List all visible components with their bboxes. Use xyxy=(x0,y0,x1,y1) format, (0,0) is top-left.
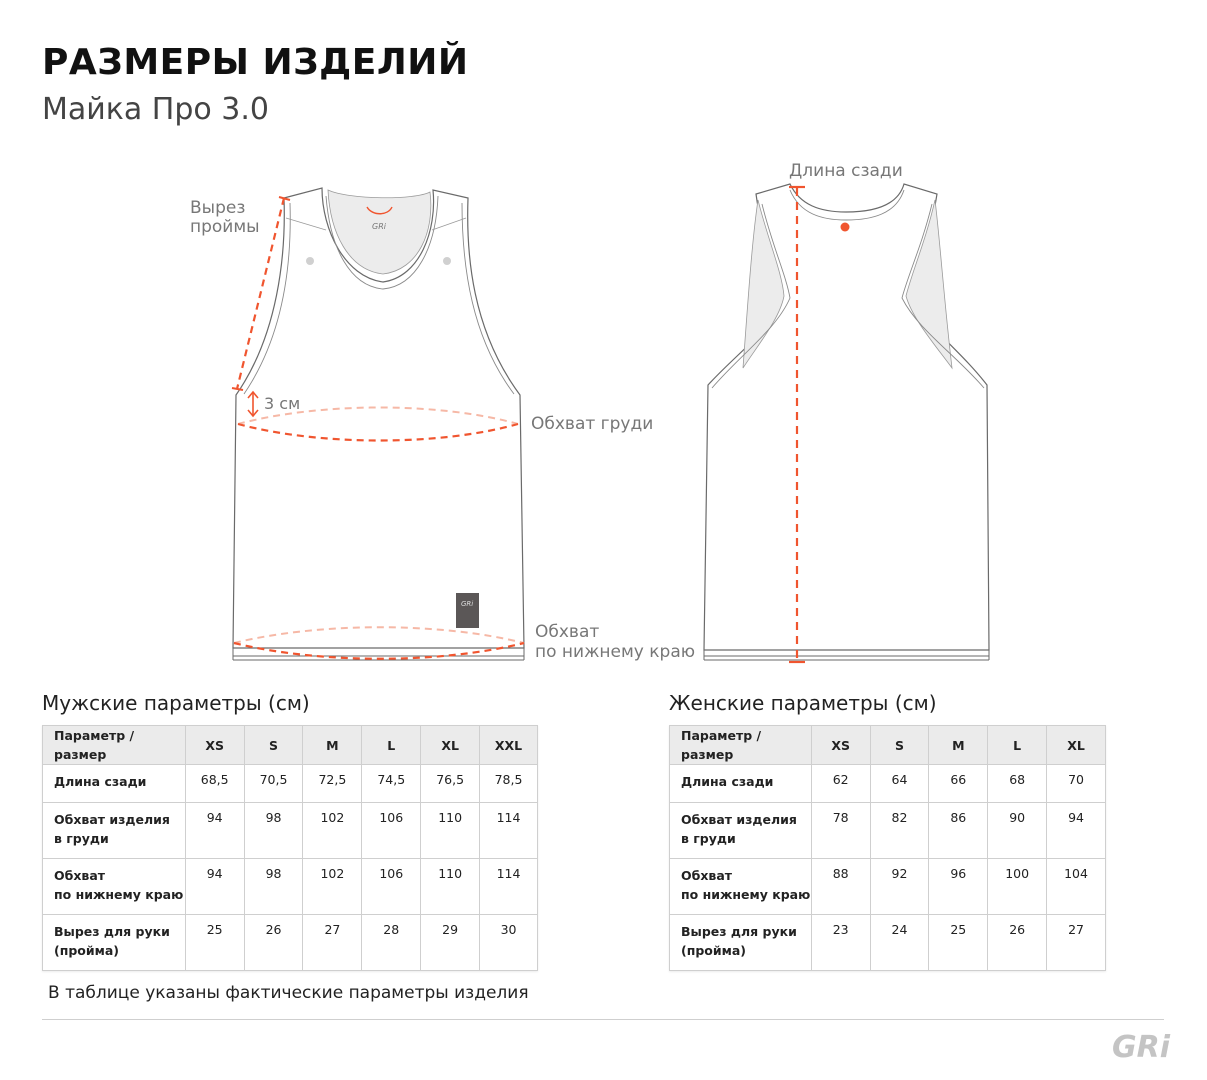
table-cell: 74,5 xyxy=(362,765,421,803)
table-cell: 26 xyxy=(988,915,1047,971)
table-cell: 98 xyxy=(244,859,303,915)
back-length-label: Длина сзади xyxy=(789,161,903,181)
men-header-size: L xyxy=(362,726,421,765)
table-cell: 25 xyxy=(185,915,244,971)
table-row xyxy=(670,765,1106,803)
back-tank-body xyxy=(704,184,989,650)
table-row xyxy=(43,765,538,803)
table-cell: 102 xyxy=(303,803,362,859)
table-cell: 114 xyxy=(480,803,538,859)
men-header-size: XS xyxy=(185,726,244,765)
table-cell: 100 xyxy=(988,859,1047,915)
table-cell: 82 xyxy=(870,803,929,859)
women-size-table xyxy=(669,725,1106,971)
table-cell: 25 xyxy=(929,915,988,971)
women-header-size: S xyxy=(870,726,929,765)
offset-label: 3 см xyxy=(264,394,301,413)
table-cell: 66 xyxy=(929,765,988,803)
men-header-param: Параметр / размер xyxy=(43,726,186,765)
table-cell: 27 xyxy=(303,915,362,971)
table-footnote: В таблице указаны фактические параметры изделия xyxy=(48,983,529,1003)
table-cell: 70 xyxy=(1047,765,1106,803)
women-header-size: M xyxy=(929,726,988,765)
table-cell: 102 xyxy=(303,859,362,915)
table-cell: 88 xyxy=(811,859,870,915)
table-cell: 28 xyxy=(362,915,421,971)
table-cell: 110 xyxy=(421,803,480,859)
men-table-header-row xyxy=(43,726,538,765)
chest-label: Обхват груди xyxy=(531,414,654,434)
table-cell: 98 xyxy=(244,803,303,859)
hem-label-line1: Обхват xyxy=(535,622,600,642)
row-param: Вырез для руки (пройма) xyxy=(43,915,186,971)
table-cell: 90 xyxy=(988,803,1047,859)
table-cell: 94 xyxy=(185,803,244,859)
front-tank-top xyxy=(233,188,524,660)
footer-divider xyxy=(42,1019,1164,1020)
table-cell: 72,5 xyxy=(303,765,362,803)
table-cell: 26 xyxy=(244,915,303,971)
table-cell: 92 xyxy=(870,859,929,915)
row-param: Обхват изделия в груди xyxy=(43,803,186,859)
back-hem-edge xyxy=(704,650,989,660)
row-param: Обхват по нижнему краю xyxy=(43,859,186,915)
table-cell: 104 xyxy=(1047,859,1106,915)
collar-logo: GRi xyxy=(372,222,386,231)
brand-logo: GRi xyxy=(1112,1030,1171,1065)
table-cell: 64 xyxy=(870,765,929,803)
men-header-size: S xyxy=(244,726,303,765)
women-table-header-row xyxy=(670,726,1106,765)
women-header-size: XL xyxy=(1047,726,1106,765)
product-tag xyxy=(456,593,479,628)
men-header-size: XXL xyxy=(480,726,538,765)
product-name: Майка Про 3.0 xyxy=(42,92,270,127)
men-table-caption: Мужские параметры (см) xyxy=(42,691,310,715)
table-cell: 114 xyxy=(480,859,538,915)
table-cell: 30 xyxy=(480,915,538,971)
row-param: Вырез для руки (пройма) xyxy=(670,915,812,971)
armhole-label-line2: проймы xyxy=(190,217,260,237)
table-cell: 68 xyxy=(988,765,1047,803)
men-header-size: M xyxy=(303,726,362,765)
table-row xyxy=(43,859,538,915)
front-dot-left xyxy=(306,257,314,265)
table-row xyxy=(670,915,1106,971)
table-cell: 110 xyxy=(421,859,480,915)
table-cell: 76,5 xyxy=(421,765,480,803)
women-header-param: Параметр / размер xyxy=(670,726,812,765)
table-cell: 94 xyxy=(1047,803,1106,859)
table-cell: 106 xyxy=(362,803,421,859)
front-dot-right xyxy=(443,257,451,265)
table-cell: 62 xyxy=(811,765,870,803)
hem-label-line2: по нижнему краю xyxy=(535,642,696,662)
page-title: РАЗМЕРЫ ИЗДЕЛИЙ xyxy=(42,42,469,83)
armhole-label-line1: Вырез xyxy=(190,198,246,218)
women-header-size: L xyxy=(988,726,1047,765)
table-cell: 94 xyxy=(185,859,244,915)
table-cell: 24 xyxy=(870,915,929,971)
table-cell: 78 xyxy=(811,803,870,859)
table-row xyxy=(670,859,1106,915)
row-param: Длина сзади xyxy=(670,765,812,803)
men-size-table xyxy=(42,725,538,971)
table-row xyxy=(43,915,538,971)
table-cell: 96 xyxy=(929,859,988,915)
back-tank-top xyxy=(704,184,989,660)
women-header-size: XS xyxy=(811,726,870,765)
back-reflective-dot xyxy=(841,223,850,232)
table-cell: 68,5 xyxy=(185,765,244,803)
table-cell: 106 xyxy=(362,859,421,915)
table-cell: 70,5 xyxy=(244,765,303,803)
women-table-caption: Женские параметры (см) xyxy=(669,691,937,715)
men-header-size: XL xyxy=(421,726,480,765)
product-tag-logo: GRi xyxy=(461,600,474,608)
table-cell: 86 xyxy=(929,803,988,859)
table-cell: 23 xyxy=(811,915,870,971)
row-param: Обхват изделия в груди xyxy=(670,803,812,859)
table-row xyxy=(670,803,1106,859)
table-row xyxy=(43,803,538,859)
row-param: Длина сзади xyxy=(43,765,186,803)
table-cell: 27 xyxy=(1047,915,1106,971)
row-param: Обхват по нижнему краю xyxy=(670,859,812,915)
table-cell: 78,5 xyxy=(480,765,538,803)
table-cell: 29 xyxy=(421,915,480,971)
